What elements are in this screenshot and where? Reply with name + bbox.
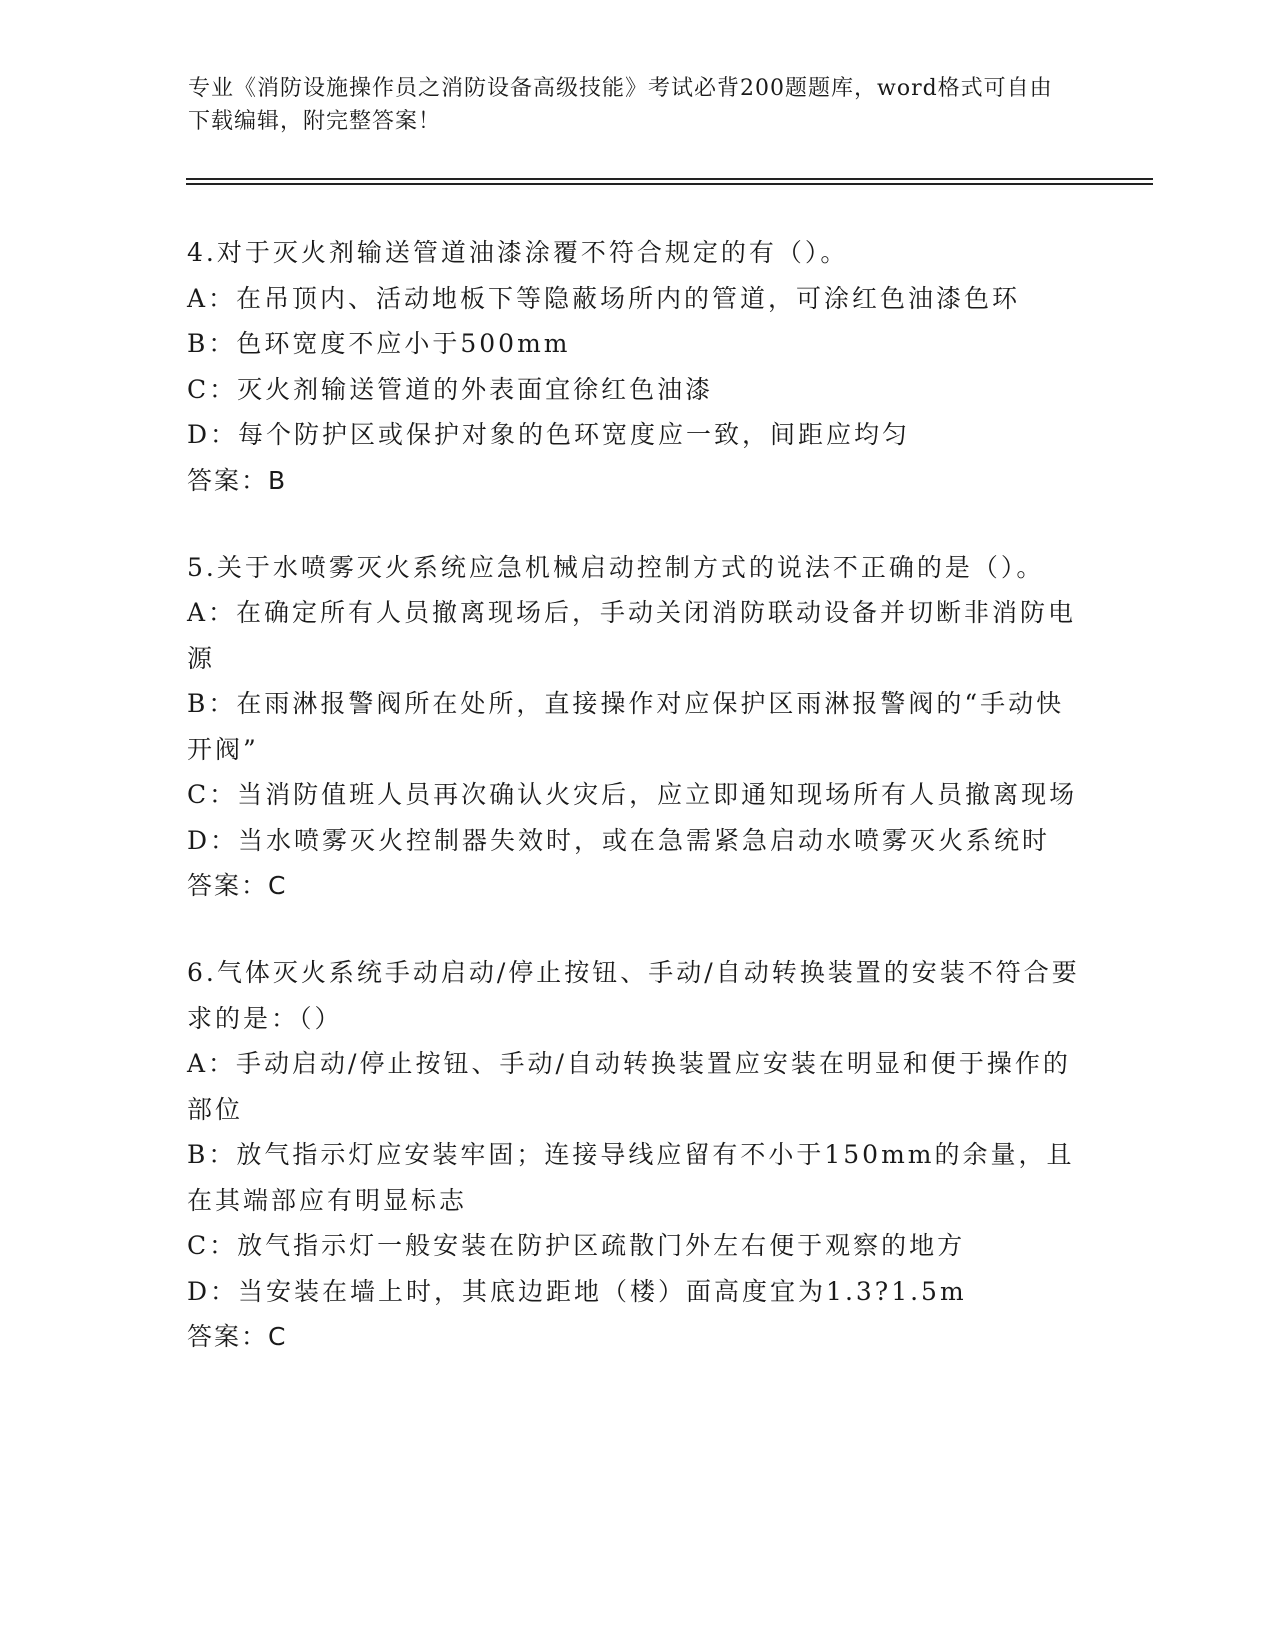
- option-d: D：当安装在墙上时，其底边距地（楼）面高度宜为1.3?1.5m: [187, 1276, 967, 1306]
- option-c: C：灭火剂输送管道的外表面宜徐红色油漆: [187, 374, 714, 404]
- option-a: A：在吊顶内、活动地板下等隐蔽场所内的管道，可涂红色油漆色环: [187, 283, 1021, 313]
- question-stem: 5.关于水喷雾灭火系统应急机械启动控制方式的说法不正确的是（）。: [187, 552, 1045, 582]
- question-6: [187, 950, 1087, 1359]
- option-b: B：放气指示灯应安装牢固；连接导线应留有不小于150mm的余量，且在其端部应有明显标志: [187, 1140, 1075, 1215]
- option-b: B：在雨淋报警阀所在处所，直接操作对应保护区雨淋报警阀的“手动快开阀”: [187, 689, 1065, 764]
- header-divider-bottom: [186, 183, 1153, 185]
- option-c: C：当消防值班人员再次确认火灾后，应立即通知现场所有人员撤离现场: [187, 780, 1078, 809]
- option-c: C：放气指示灯一般安装在防护区疏散门外左右便于观察的地方: [187, 1231, 966, 1260]
- question-5: [187, 545, 1087, 909]
- header-divider-top: [186, 178, 1153, 180]
- document-header: 专业《消防设施操作员之消防设备高级技能》考试必背200题题库，word格式可自由下载编辑，附完整答案！: [188, 76, 1053, 134]
- answer-label: 答案：B: [187, 465, 288, 495]
- question-stem: 4.对于灭火剂输送管道油漆涂覆不符合规定的有（）。: [187, 238, 849, 267]
- question-4: [187, 230, 1087, 503]
- answer-label: 答案：C: [187, 871, 288, 900]
- option-b: B：色环宽度不应小于500mm: [187, 329, 571, 358]
- option-d: D：每个防护区或保护对象的色环宽度应一致，间距应均匀: [187, 420, 911, 449]
- question-stem: 6.气体灭火系统手动启动/停止按钮、手动/自动转换装置的安装不符合要求的是：（）: [187, 958, 1080, 1033]
- question-list: [187, 230, 1087, 1401]
- option-a: A：在确定所有人员撤离现场后，手动关闭消防联动设备并切断非消防电源: [187, 598, 1077, 673]
- option-d: D：当水喷雾灭火控制器失效时，或在急需紧急启动水喷雾灭火系统时: [187, 825, 1051, 855]
- answer-label: 答案：C: [187, 1322, 288, 1351]
- option-a: A：手动启动/停止按钮、手动/自动转换装置应安装在明显和便于操作的部位: [187, 1049, 1071, 1124]
